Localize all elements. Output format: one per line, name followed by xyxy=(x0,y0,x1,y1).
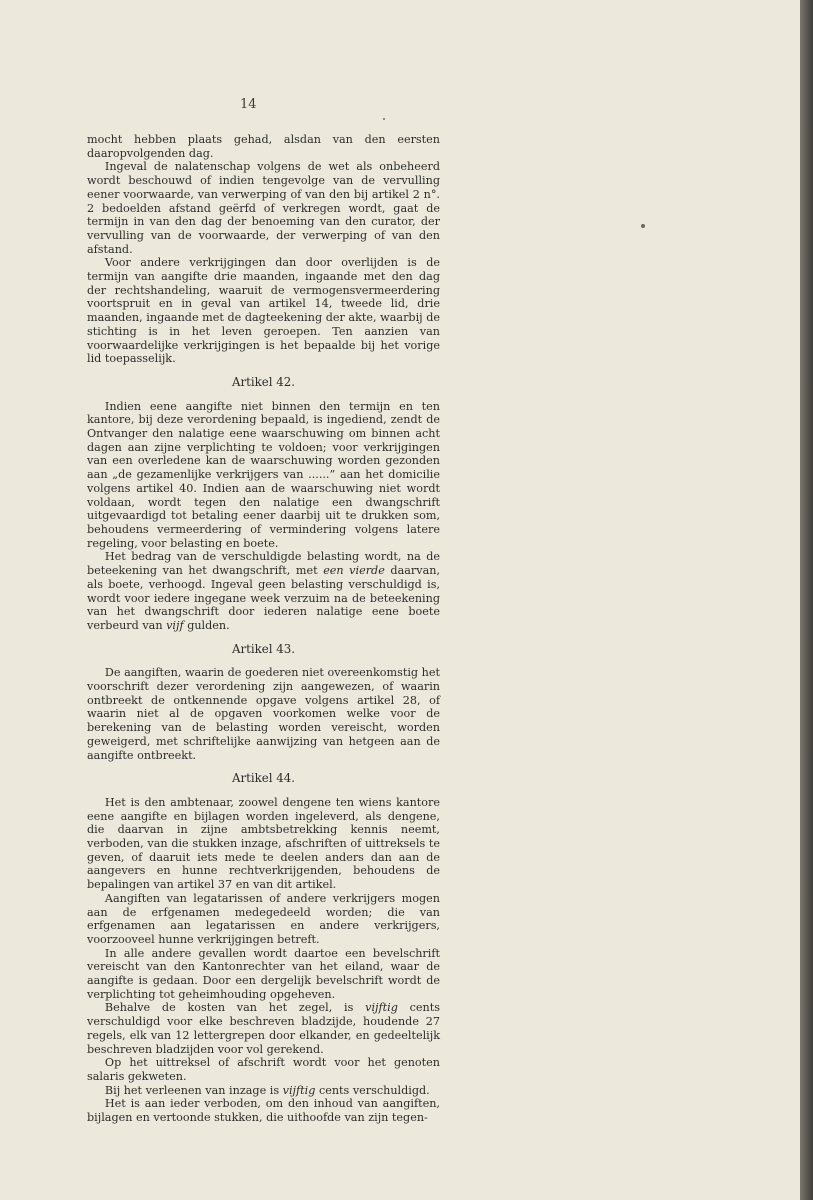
article-44-heading: Artikel 44. xyxy=(231,771,296,786)
paragraph: De aangiften, waarin de goederen niet overeenkomstig het voorschrift dezer verordening zijn aangewezen, of waarin ontbreekt de ontkennende opgave volgens artikel 28, of waarin niet al de opgaven voorkomen welke voor de berekening van de belasting worden vereischt, worden geweigerd, met schriftelijke aanwijzing van hetgeen aan de aangifte ontbreekt. xyxy=(87,666,440,762)
paragraph: In alle andere gevallen wordt daartoe een bevelschrift vereischt van den Kantonrechter van het eiland, waar de aangifte is gedaan. Door een dergelijk bevelschrift wordt de verplichting tot geheimhouding opgeheven. xyxy=(87,946,440,1001)
text-run: Behalve de kosten van het zegel, is xyxy=(104,1001,354,1015)
paragraph: Het is den ambtenaar, zoowel dengene ten wiens kantore eene aangifte en bijlagen worden ingeleverd, als dengene, die daarvan in zijne ambtsbetrekking kennis neemt, verboden, van die stukken inzage, afschriften of uittreksels te geven, of daaruit iets mede te deelen anders dan aan de aangevers en hunne rechtverkrijgenden, behoudens de bepalingen van artikel 37 en van dit artikel. xyxy=(87,795,440,892)
scan-edge xyxy=(800,0,813,1200)
text-run: Bij het verleenen van inzage is xyxy=(104,1083,280,1097)
article-43-heading: Artikel 43. xyxy=(231,641,296,656)
emphasis: vijf xyxy=(166,618,184,632)
paper-speck xyxy=(383,118,385,120)
paragraph xyxy=(87,1084,440,1098)
page-number: 14 xyxy=(240,97,257,112)
text-run: cents verschuldigd voor elke beschreven bladzijde, houdende 27 regels, elk van 12 lettergrepen door elkander, en gedeeltelijk beschreven bladzijden voor vol gerekend. xyxy=(87,1001,440,1056)
paragraph: Aangiften van legatarissen of andere verkrijgers mogen aan de erfgenamen medegedeeld worden; die van erfgenamen aan legatarissen en andere verkrijgers, voorzooveel hunne verkrijgingen betreft. xyxy=(87,891,440,946)
emphasis: vijftig xyxy=(365,1001,398,1015)
paragraph xyxy=(87,550,440,632)
paragraph: mocht hebben plaats gehad, alsdan van den eersten daaropvolgenden dag. xyxy=(87,133,440,160)
paragraph xyxy=(87,1001,440,1056)
article-42-heading: Artikel 42. xyxy=(231,374,296,389)
paragraph: Ingeval de nalatenschap volgens de wet als onbeheerd wordt beschouwd of indien tengevolge van de vervulling eener voorwaarde, van verwerping of van den bij artikel 2 n°. 2 bedoelden afstand geërfd of verkregen wordt, gaat de termijn in van den dag der benoeming van den curator, der vervulling van de voorwaarde, der verwerping of van den afstand. xyxy=(87,160,440,256)
paragraph: Op het uittreksel of afschrift wordt voor het genoten salaris gekweten. xyxy=(87,1056,440,1083)
text-run: daarvan, als boete, verhoogd. Ingeval geen belasting verschuldigd is, wordt voor iedere ingegane week verzuim na de beteekening van het dwangschrift door iederen nalatige eene boete verbeurd van xyxy=(87,564,441,632)
emphasis: een vierde xyxy=(323,564,385,578)
paragraph: Indien eene aangifte niet binnen den termijn en ten kantore, bij deze verordening bepaald, is ingediend, zendt de Ontvanger den nalatige eene waarschuwing om binnen acht dagen aan zijne verplichting te voldoen; voor verkrijgingen van een overledene kan de waarschuwing worden gezonden aan „de gezamenlijke verkrijgers van ......” aan het domicilie volgens artikel 40. Indien aan de waarschuwing niet wordt voldaan, wordt tegen den nalatige een dwangschrift uitgevaardigd tot betaling eener daarbij uit te drukken som, behoudens vermeerdering of vermindering volgens latere regeling, voor belasting en boete. xyxy=(87,399,440,550)
text-run: Het bedrag van de verschuldigde belasting wordt, na de beteekening van het dwangschrift, met xyxy=(87,550,440,578)
body-text xyxy=(87,133,440,1125)
paragraph: Het is aan ieder verboden, om den inhoud van aangiften, bijlagen en vertoonde stukken, die uithoofde van zijn tegen- xyxy=(87,1097,440,1125)
paper-speck xyxy=(641,224,645,228)
text-run: gulden. xyxy=(187,618,230,632)
emphasis: vijftig xyxy=(282,1083,316,1097)
paragraph: Voor andere verkrijgingen dan door overlijden is de termijn van aangifte drie maanden, ingaande met den dag der rechtshandeling, waaruit de vermogensvermeerdering voortspruit en in geval van artikel 14, tweede lid, drie maanden, ingaande met de dagteekening der akte, waarbij de stichting is in het leven geroepen. Ten aanzien van voorwaardelijke verkrijgingen is het bepaalde bij het vorige lid toepasselijk. xyxy=(87,256,440,366)
text-run: cents verschuldigd. xyxy=(318,1083,430,1097)
